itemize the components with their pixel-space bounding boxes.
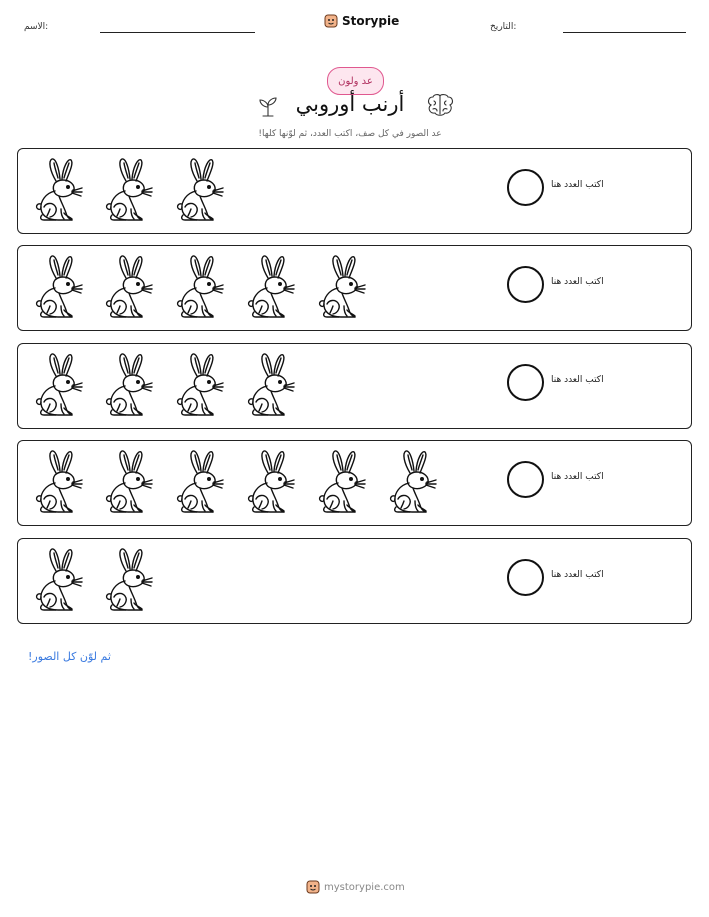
footer [306, 880, 405, 894]
answer-prompt: اكتب العدد هنا [551, 472, 604, 482]
rabbit-icon [240, 449, 302, 515]
footer-url[interactable]: mystorypie.com [324, 881, 405, 893]
answer-prompt: اكتب العدد هنا [551, 375, 604, 385]
count-row-3 [17, 343, 692, 429]
rabbit-icon [382, 449, 444, 515]
rabbit-icon [28, 352, 90, 418]
answer-prompt: اكتب العدد هنا [551, 570, 604, 580]
rabbit-icon [169, 157, 231, 223]
rabbit-icon [240, 254, 302, 320]
answer-circle[interactable] [507, 169, 544, 206]
count-row-2 [17, 245, 692, 331]
rabbit-icon [169, 254, 231, 320]
count-row-4 [17, 440, 692, 526]
count-row-1 [17, 148, 692, 234]
date-label: التاريخ: [490, 22, 517, 32]
answer-circle[interactable] [507, 461, 544, 498]
rabbit-icon [28, 157, 90, 223]
brand-logo [324, 14, 399, 28]
answer-prompt: اكتب العدد هنا [551, 180, 604, 190]
page-title: أرنب أوروبي [295, 92, 405, 116]
sprout-icon [255, 92, 281, 118]
rabbit-icon [98, 352, 160, 418]
color-instruction: ثم لوّن كل الصور! [28, 650, 111, 663]
storypie-mascot-icon [324, 14, 338, 28]
rabbit-icon [169, 449, 231, 515]
answer-prompt: اكتب العدد هنا [551, 277, 604, 287]
rabbit-icon [240, 352, 302, 418]
instructions: عد الصور في كل صف، اكتب العدد، ثم لوّنها كلها! [258, 129, 442, 139]
name-line[interactable] [100, 32, 255, 33]
date-line[interactable] [563, 32, 686, 33]
rabbit-icon [28, 449, 90, 515]
rabbit-icon [311, 254, 373, 320]
activity-badge: عد ولون [327, 67, 384, 95]
brain-icon [425, 93, 455, 117]
name-label: الاسم: [24, 22, 49, 32]
rabbit-icon [28, 547, 90, 613]
answer-circle[interactable] [507, 266, 544, 303]
storypie-mascot-icon [306, 880, 320, 894]
count-row-5 [17, 538, 692, 624]
rabbit-icon [169, 352, 231, 418]
rabbit-icon [28, 254, 90, 320]
rabbit-icon [98, 449, 160, 515]
brand-name: Storypie [342, 14, 400, 28]
rabbit-icon [311, 449, 373, 515]
answer-circle[interactable] [507, 559, 544, 596]
rabbit-icon [98, 547, 160, 613]
rabbit-icon [98, 157, 160, 223]
answer-circle[interactable] [507, 364, 544, 401]
rabbit-icon [98, 254, 160, 320]
